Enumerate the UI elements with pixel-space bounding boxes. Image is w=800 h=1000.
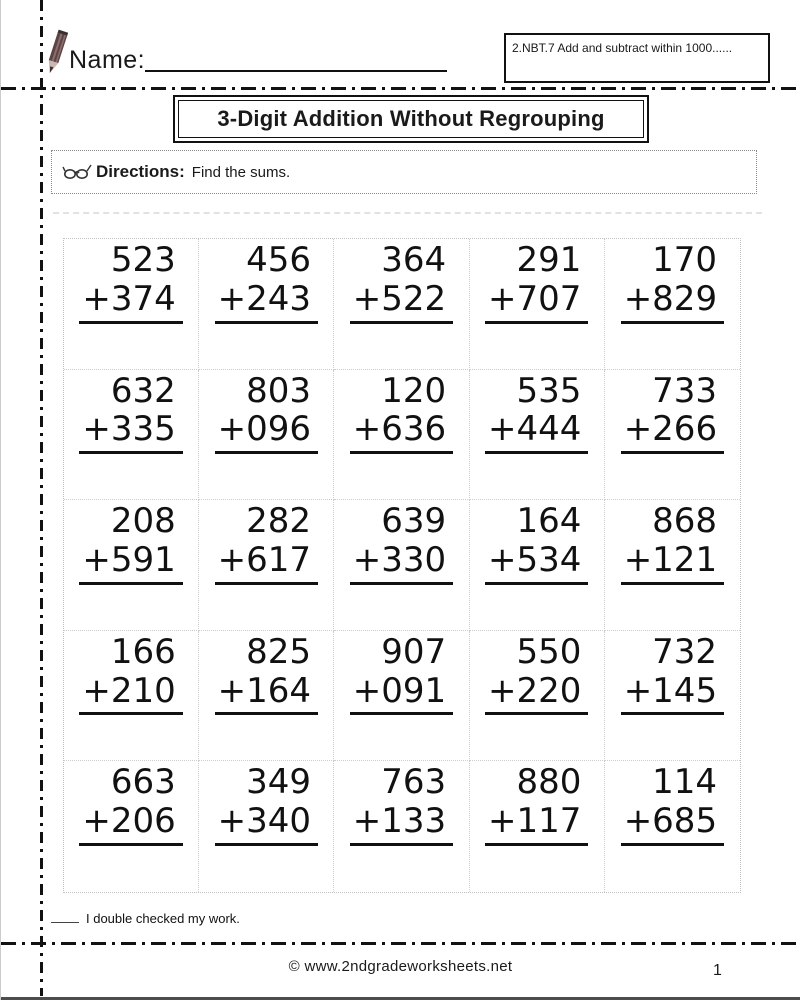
name-label: Name: — [69, 46, 146, 74]
problem-cell[interactable] — [199, 761, 334, 892]
addend-bottom: +340 — [215, 802, 318, 846]
addend-top: 349 — [246, 762, 311, 803]
name-blank[interactable] — [145, 46, 447, 72]
faint-divider-line — [53, 212, 762, 214]
addend-top: 632 — [110, 370, 176, 411]
addend-bottom: +220 — [485, 672, 588, 716]
problem-cell[interactable] — [470, 239, 605, 370]
addend-bottom: +534 — [485, 541, 588, 585]
addend-top: 291 — [516, 240, 582, 280]
addend-bottom: +145 — [621, 672, 724, 716]
eyeglasses-icon — [62, 163, 92, 181]
addend-top: 208 — [110, 501, 176, 542]
addend-top: 907 — [381, 631, 447, 672]
problem-cell[interactable] — [470, 761, 605, 892]
addend-top: 868 — [652, 501, 718, 542]
copyright: © www.2ndgradeworksheets.net — [288, 958, 513, 975]
problem-cell[interactable] — [605, 631, 740, 762]
problems-grid — [63, 238, 741, 893]
title-box — [173, 95, 649, 143]
problem-cell[interactable] — [334, 239, 469, 370]
problem-cell[interactable] — [470, 631, 605, 762]
check-text: I double checked my work. — [86, 911, 240, 926]
problem-cell[interactable] — [605, 370, 740, 501]
addend-top: 639 — [381, 501, 447, 542]
addend-top: 550 — [516, 631, 582, 672]
check-blank[interactable] — [51, 910, 79, 923]
standard-text: 2.NBT.7 Add and subtract within 1000...... — [512, 41, 733, 55]
addend-top: 282 — [246, 501, 311, 542]
addend-bottom: +210 — [79, 672, 182, 716]
addend-bottom: +117 — [485, 802, 588, 846]
addend-top: 803 — [246, 370, 311, 411]
addend-top: 763 — [381, 762, 447, 803]
standard-box — [504, 33, 770, 83]
addend-bottom: +685 — [621, 802, 724, 846]
addend-top: 364 — [381, 240, 447, 280]
addend-bottom: +335 — [79, 410, 182, 454]
addend-bottom: +243 — [215, 280, 318, 324]
problem-cell[interactable] — [334, 631, 469, 762]
double-check-line — [51, 910, 240, 926]
addend-top: 880 — [516, 762, 582, 803]
addend-bottom: +266 — [621, 410, 724, 454]
pencil-icon — [43, 28, 69, 80]
addend-bottom: +374 — [79, 280, 182, 324]
addend-top: 120 — [381, 370, 447, 411]
addend-bottom: +096 — [215, 410, 318, 454]
directions-label: Directions: — [96, 162, 185, 181]
directions-text: Find the sums. — [191, 163, 291, 181]
addend-bottom: +522 — [350, 280, 453, 324]
problem-cell[interactable] — [64, 631, 199, 762]
problem-cell[interactable] — [334, 761, 469, 892]
addend-top: 114 — [652, 762, 718, 803]
problem-cell[interactable] — [199, 500, 334, 631]
problem-cell[interactable] — [334, 500, 469, 631]
addend-top: 733 — [652, 370, 718, 411]
bottom-dashdot-line — [1, 942, 800, 945]
addend-bottom: +829 — [621, 280, 724, 324]
problem-cell[interactable] — [199, 239, 334, 370]
problem-cell[interactable] — [64, 370, 199, 501]
problem-cell[interactable] — [64, 239, 199, 370]
problem-cell[interactable] — [199, 631, 334, 762]
addend-bottom: +164 — [215, 672, 318, 716]
problem-cell[interactable] — [605, 500, 740, 631]
addend-top: 663 — [110, 762, 176, 803]
addend-bottom: +133 — [350, 802, 453, 846]
problem-cell[interactable] — [470, 500, 605, 631]
addend-bottom: +636 — [350, 410, 453, 454]
top-dashdot-line — [1, 87, 800, 90]
addend-bottom: +206 — [79, 802, 182, 846]
addend-bottom: +707 — [485, 280, 588, 324]
page-title: 3-Digit Addition Without Regrouping — [178, 100, 644, 138]
name-line — [69, 46, 447, 75]
problem-cell[interactable] — [605, 761, 740, 892]
problem-cell[interactable] — [64, 500, 199, 631]
addend-top: 456 — [246, 240, 311, 280]
addend-top: 164 — [516, 501, 582, 542]
directions-box — [51, 150, 757, 194]
problem-cell[interactable] — [605, 239, 740, 370]
addend-top: 523 — [110, 240, 176, 280]
left-dashdot-line — [40, 0, 43, 996]
addend-top: 732 — [652, 631, 718, 672]
problem-cell[interactable] — [470, 370, 605, 501]
addend-bottom: +330 — [350, 541, 453, 585]
addend-bottom: +617 — [215, 541, 318, 585]
addend-top: 535 — [516, 370, 582, 411]
addend-bottom: +091 — [350, 672, 453, 716]
problem-cell[interactable] — [64, 761, 199, 892]
addend-bottom: +121 — [621, 541, 724, 585]
page-number: 1 — [713, 962, 722, 979]
problem-cell[interactable] — [199, 370, 334, 501]
addend-top: 825 — [246, 631, 311, 672]
addend-bottom: +591 — [79, 541, 182, 585]
problem-cell[interactable] — [334, 370, 469, 501]
addend-top: 170 — [652, 240, 718, 280]
addend-top: 166 — [110, 631, 176, 672]
addend-bottom: +444 — [485, 410, 588, 454]
